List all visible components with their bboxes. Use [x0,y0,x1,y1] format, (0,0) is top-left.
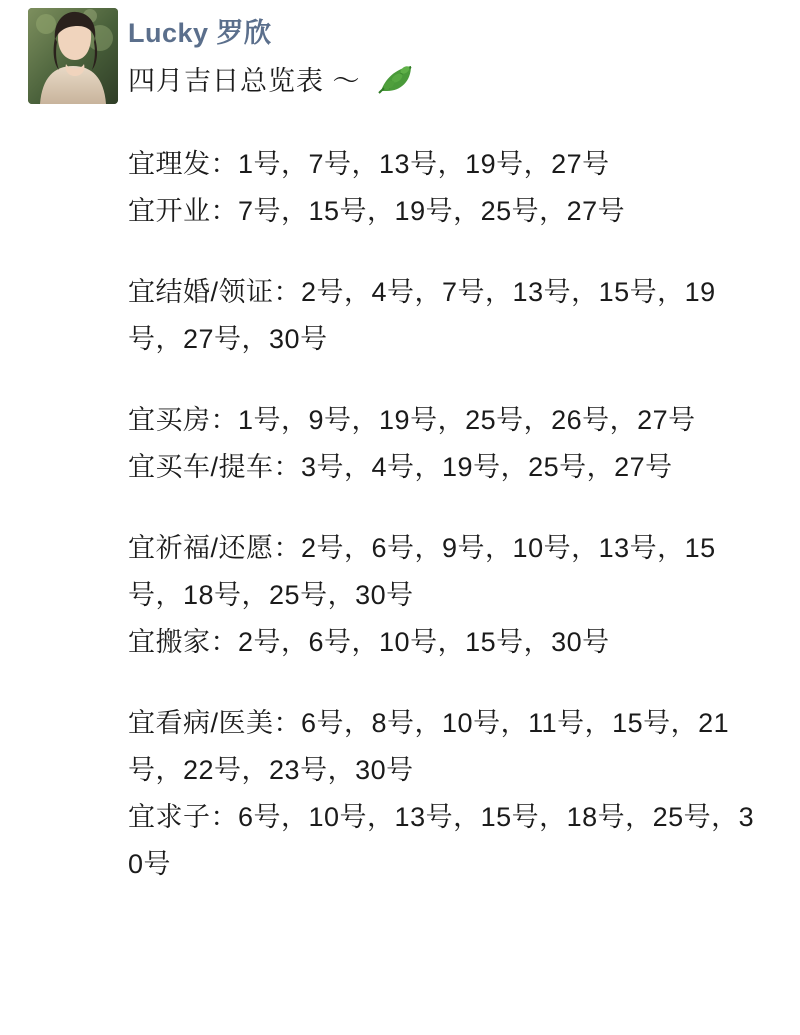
post-line: 宜结婚/领证：2号，4号，7号，13号，15号，19号，27号，30号 [128,277,716,354]
post-line: 宜买房：1号，9号，19号，25号，26号，27号 [128,405,696,435]
post-line: 宜求子：6号，10号，13号，15号，18号，25号，30号 [128,802,755,879]
post-line: 宜祈福/还愿：2号，6号，9号，10号，13号，15号，18号，25号，30号 [128,533,716,610]
post-line: 宜买车/提车：3号，4号，19号，25号，27号 [128,452,673,482]
avatar-image [28,8,118,104]
leaf-icon [375,61,415,107]
post-group [128,269,760,363]
post-body [128,141,760,888]
post-group [128,141,760,235]
post-header [128,10,800,107]
post-line: 宜理发：1号，7号，13号，19号，27号 [128,149,610,179]
post-line: 宜看病/医美：6号，8号，10号，11号，15号，21号，22号，23号，30号 [128,708,730,785]
post-group [128,700,760,888]
avatar[interactable] [28,8,118,104]
post-title-text: 四月吉日总览表 ～ [128,66,361,96]
post-group [128,525,760,666]
author-name[interactable]: Lucky 罗欣 [128,18,272,48]
post-line: 宜搬家：2号，6号，10号，15号，30号 [128,627,610,657]
post-title [128,60,800,107]
post-line: 宜开业：7号，15号，19号，25号，27号 [128,196,626,226]
post-group [128,397,760,491]
